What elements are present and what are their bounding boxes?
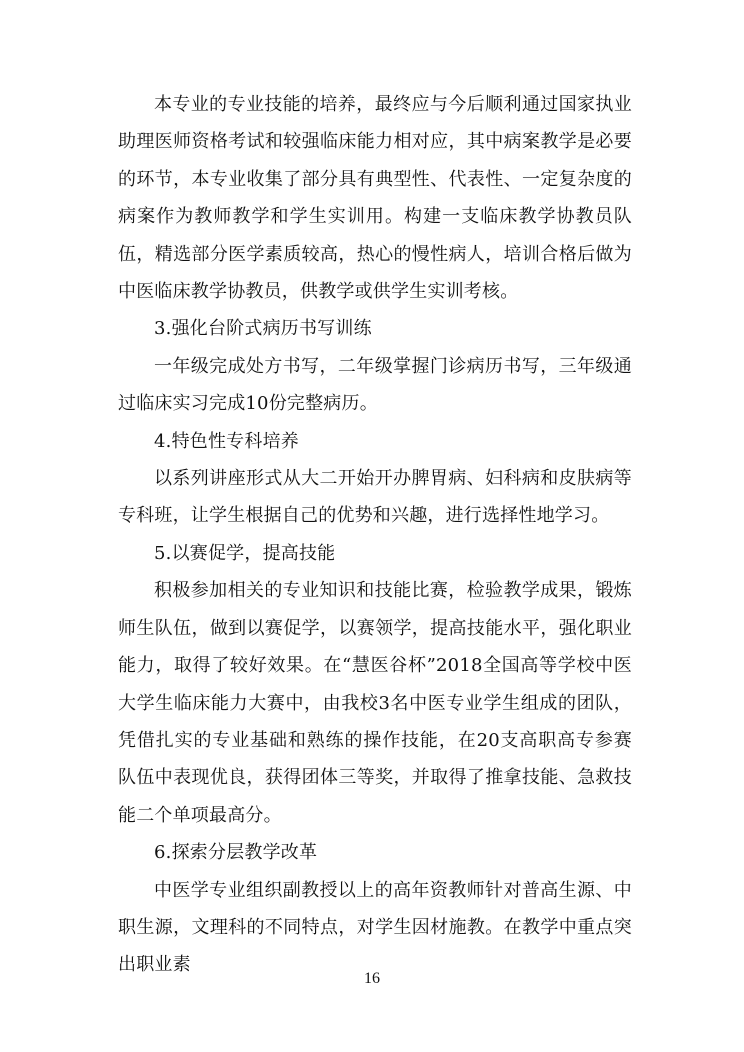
section-heading-3: 3.强化台阶式病历书写训练 — [154, 318, 372, 340]
section-heading-4: 4.特色性专科培养 — [154, 430, 299, 452]
paragraph-case-teaching: 本专业的专业技能的培养，最终应与今后顺利通过国家执业助理医师资格考试和较强临床能力相对应，其中病案教学是必要的环节，本专业收集了部分具有典型性、代表性、一定复杂度的病案作为教师教学和学生实训用。构建一支临床教学协教员队伍，精选部分医学素质较高，热心的慢性病人，培训合格后做为中医临床教学协教员，供教学或供学生实训考核。 — [118, 94, 632, 303]
paragraph-competitions: 积极参加相关的专业知识和技能比赛，检验教学成果，锻炼师生队伍，做到以赛促学，以赛领学，提高技能水平，强化职业能力，取得了较好效果。在“慧医谷杯”2018全国高等学校中医大学生临床能力大赛中，由我校3名中医专业学生组成的团队，凭借扎实的专业基础和熟练的操作技能，在20支高职高专参赛队伍中表现优良，获得团体三等奖，并取得了推拿技能、急救技能二个单项最高分。 — [118, 580, 632, 826]
body-text — [118, 86, 632, 984]
section-heading-6: 6.探索分层教学改革 — [154, 842, 318, 864]
paragraph-tiered-teaching: 中医学专业组织副教授以上的高年资教师针对普高生源、中职生源，文理科的不同特点，对学生因材施教。在教学中重点突出职业素 — [118, 879, 632, 976]
page-number: 16 — [364, 970, 380, 987]
paragraph-specialty-training: 以系列讲座形式从大二开始开办脾胃病、妇科病和皮肤病等专科班，让学生根据自己的优势和兴趣，进行选择性地学习。 — [118, 468, 632, 527]
paragraph-record-writing: 一年级完成处方书写，二年级掌握门诊病历书写，三年级通过临床实习完成10份完整病历。 — [118, 355, 632, 415]
section-heading-5: 5.以赛促学，提高技能 — [154, 542, 336, 564]
